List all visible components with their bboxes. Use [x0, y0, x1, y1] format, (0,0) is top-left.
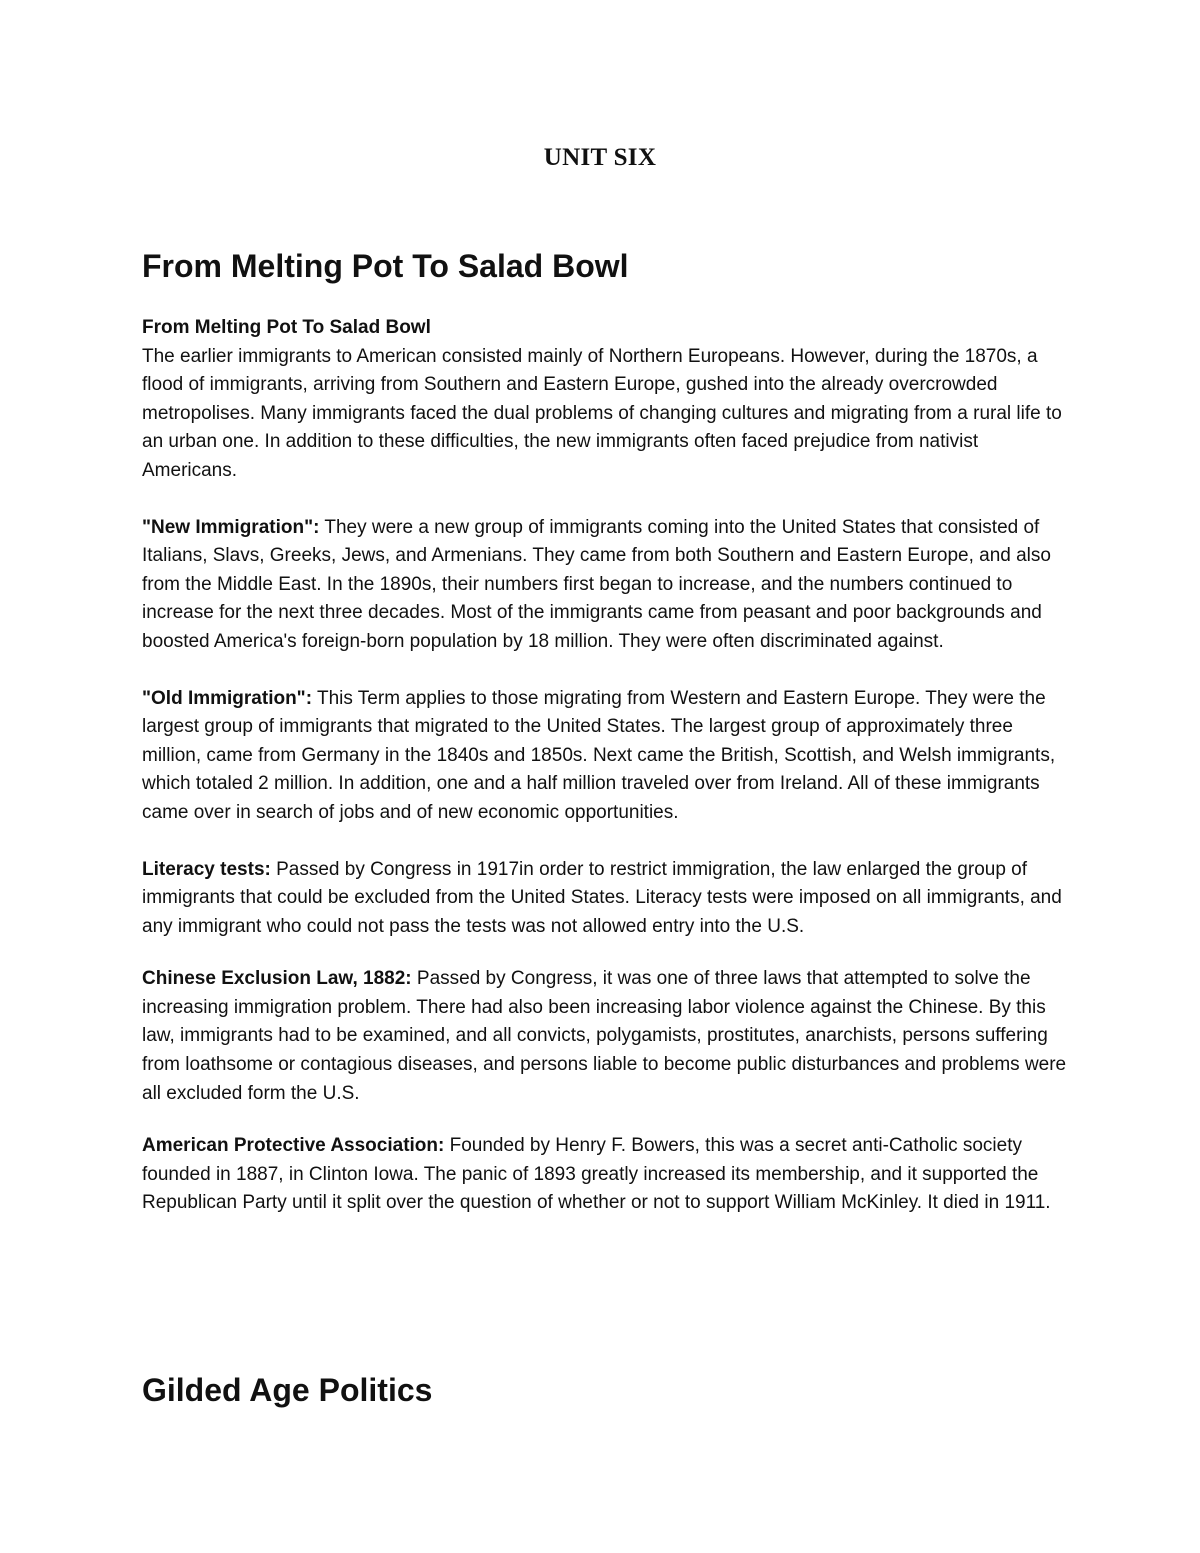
section-heading-gilded-age: Gilded Age Politics: [142, 1372, 433, 1408]
term-definition: Passed by Congress, it was one of three laws that attempted to solve the increasing immigration problem. There had also been increasing labor violence against the Chinese. By this law, immigrants had to be examined, and all convicts, polygamists, prostitutes, anarchists, persons suffering from loathsome or contagious diseases, and persons liable to become public disturbances and problems were all excluded form the U.S.: [142, 968, 1067, 1104]
term-label: Literacy tests:: [142, 858, 271, 880]
unit-title: UNIT SIX: [543, 144, 657, 171]
intro-paragraph: [142, 314, 1072, 486]
term-label: "Old Immigration":: [142, 687, 313, 709]
term-label: American Protective Association:: [142, 1135, 445, 1157]
term-label: "New Immigration":: [142, 516, 320, 538]
term-paragraph-old-immigration: [142, 685, 1072, 828]
term-definition: Founded by Henry F. Bowers, this was a secret anti-Catholic society founded in 1887, in Clinton Iowa. The panic of 1893 greatly increased its membership, and it supported the Republican Party until it split over the question of whether or not to support William McKinley. It died in 1911.: [142, 1135, 1051, 1214]
term-paragraph-chinese-exclusion: [142, 965, 1072, 1108]
term-label: Chinese Exclusion Law, 1882:: [142, 968, 412, 990]
term-definition: Passed by Congress in 1917in order to restrict immigration, the law enlarged the group of immigrants that could be excluded from the United States. Literacy tests were imposed on all immigrants, and any immigrant who could not pass the tests was not allowed entry into the U.S.: [142, 858, 1062, 937]
term-definition: This Term applies to those migrating from Western and Eastern Europe. They were the largest group of immigrants that migrated to the United States. The largest group of approximately three million, came from Germany in the 1840s and 1850s. Next came the British, Scottish, and Welsh immigrants, which totaled 2 million. In addition, one and a half million traveled over from Ireland. All of these immigrants came over in search of jobs and of new economic opportunities.: [142, 687, 1056, 823]
term-paragraph-american-protective: [142, 1132, 1072, 1218]
intro-text: The earlier immigrants to American consisted mainly of Northern Europeans. However, during the 1870s, a flood of immigrants, arriving from Southern and Eastern Europe, gushed into the already overcrowded metropolises. Many immigrants faced the dual problems of changing cultures and migrating from a rural life to an urban one. In addition to these difficulties, the new immigrants often faced prejudice from nativist Americans.: [142, 345, 1062, 481]
section-heading: From Melting Pot To Salad Bowl: [142, 248, 629, 284]
term-definition: They were a new group of immigrants coming into the United States that consisted of Italians, Slavs, Greeks, Jews, and Armenians. They came from both Southern and Eastern Europe, and also from the Middle East. In the 1890s, their numbers first began to increase, and the numbers continued to increase for the next three decades. Most of the immigrants came from peasant and poor backgrounds and boosted America's foreign-born population by 18 million. They were often discriminated against.: [142, 516, 1051, 652]
section-melting-pot: [142, 246, 1072, 1218]
subheading: From Melting Pot To Salad Bowl: [142, 317, 431, 338]
term-paragraph-literacy-tests: [142, 856, 1072, 942]
term-paragraph-new-immigration: [142, 514, 1072, 657]
